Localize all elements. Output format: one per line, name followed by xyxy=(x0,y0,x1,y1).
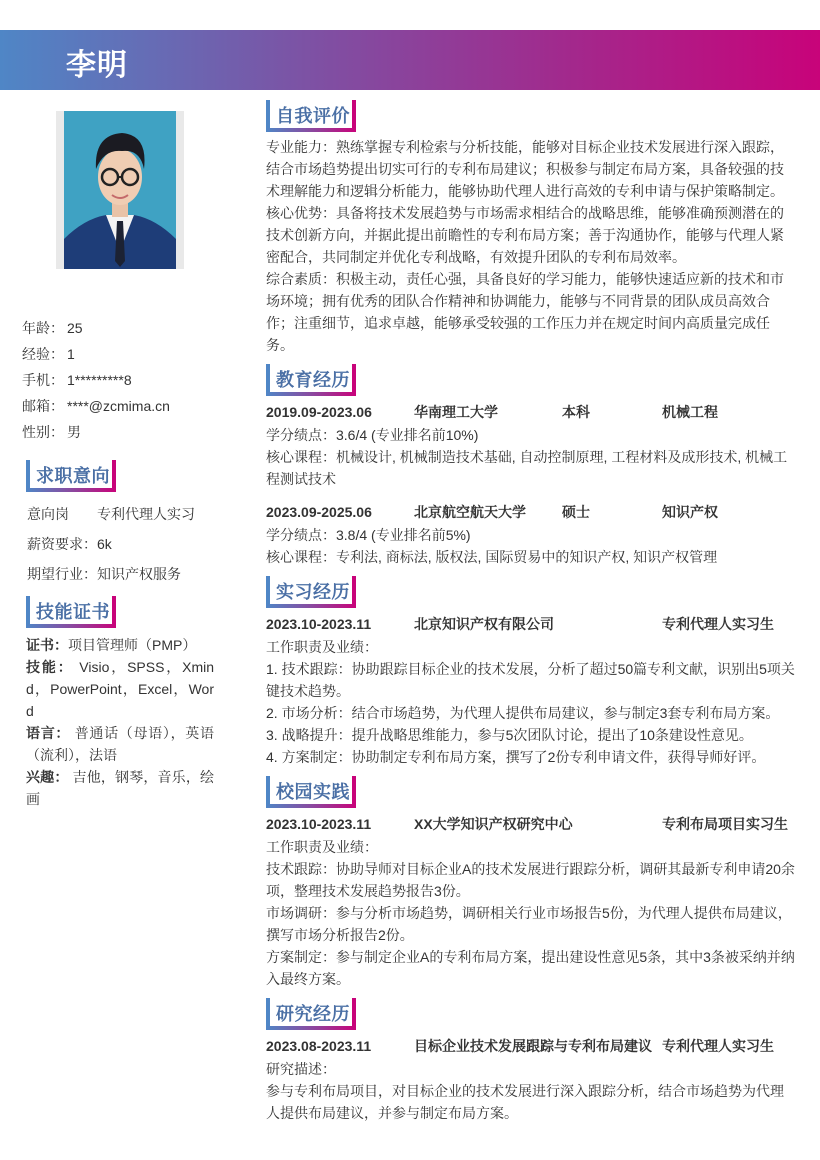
internship-line: 1. 技术跟踪：协助跟踪目标企业的技术发展，分析了超过50篇专利文献，识别出5项关键技术趋势。 xyxy=(266,661,795,699)
skill-languages: 语言： 普通话（母语），英语（流利），法语 xyxy=(26,725,215,763)
skill-certificate: 证书：项目管理师（PMP） xyxy=(26,637,197,653)
skills-section xyxy=(22,596,222,810)
section-title: 求职意向 xyxy=(26,460,116,492)
profile-photo xyxy=(64,111,176,269)
campus-line: 市场调研：参与分析市场趋势，调研相关行业市场报告5份，为代理人提供布局建议，撰写市场分析报告2份。 xyxy=(266,905,792,943)
research-line: 研究描述： xyxy=(266,1061,336,1077)
main-content xyxy=(266,100,796,1124)
intent-industry: 期望行业：知识产权服务 xyxy=(27,566,181,582)
header-banner xyxy=(0,30,820,90)
section-title: 技能证书 xyxy=(26,596,116,628)
info-gender: 性别： 男 xyxy=(22,424,81,440)
self-eval-paragraph: 核心优势：具备将技术发展趋势与市场需求相结合的战略思维，能够准确预测潜在的技术创新方向，并据此提出前瞻性的专利布局方案；善于沟通协作，能够与代理人紧密配合，共同制定并优化专利战略，有效提升团队的专利布局效率。 xyxy=(266,205,784,265)
info-phone: 手机： 1*********8 xyxy=(22,372,132,388)
education-gpa: 学分绩点：3.6/4 (专业排名前10%) xyxy=(266,427,479,443)
candidate-name: 李明 xyxy=(66,49,128,82)
intent-salary: 薪资要求：6k xyxy=(27,536,112,552)
education-courses: 核心课程：专利法, 商标法, 版权法, 国际贸易中的知识产权, 知识产权管理 xyxy=(266,549,718,565)
skill-tools: 技能： Visio，SPSS，Xmind，PowerPoint，Excel，Word xyxy=(26,659,215,719)
internship-line: 4. 方案制定：协助制定专利布局方案，撰写了2份专利申请文件，获得导师好评。 xyxy=(266,749,766,765)
internship-line: 3. 战略提升：提升战略思维能力，参与5次团队讨论，提出了10条建设性意见。 xyxy=(266,727,753,743)
internship-section xyxy=(266,576,796,768)
education-entry-header: 2023.09-2025.06 北京航空航天大学 硕士 知识产权 xyxy=(266,504,718,520)
section-title: 实习经历 xyxy=(266,576,356,608)
internship-header: 2023.10-2023.11 北京知识产权有限公司 专利代理人实习生 xyxy=(266,616,774,632)
research-line: 参与专利布局项目，对目标企业的技术发展进行深入跟踪分析，结合市场趋势为代理人提供布局建议，并参与制定布局方案。 xyxy=(266,1083,784,1121)
person-portrait-icon xyxy=(64,111,176,269)
campus-section xyxy=(266,776,796,990)
self-eval-paragraph: 综合素质：积极主动，责任心强，具备良好的学习能力，能够快速适应新的技术和市场环境；拥有优秀的团队合作精神和协调能力，能够与不同背景的团队成员高效合作；注重细节，追求卓越，能够承受较强的工作压力并在规定时间内高质量完成任务。 xyxy=(266,271,784,353)
info-age: 年龄： 25 xyxy=(22,320,83,336)
campus-header: 2023.10-2023.11 XX大学知识产权研究中心 专利布局项目实习生 xyxy=(266,816,788,832)
basic-info xyxy=(22,318,222,448)
education-courses: 核心课程：机械设计, 机械制造技术基础, 自动控制原理, 工程材料及成形技术, 机械工程测试技术 xyxy=(266,449,788,487)
info-email: 邮箱： ****@zcmima.cn xyxy=(22,398,170,414)
section-title: 校园实践 xyxy=(266,776,356,808)
education-entry-header: 2019.09-2023.06 华南理工大学 本科 机械工程 xyxy=(266,404,718,420)
profile-photo-frame xyxy=(56,111,184,269)
campus-line: 工作职责及业绩： xyxy=(266,839,378,855)
campus-line: 技术跟踪：协助导师对目标企业A的技术发展进行跟踪分析，调研其最新专利申请20余项，整理技术发展趋势报告3份。 xyxy=(266,861,795,899)
education-section xyxy=(266,364,796,568)
intent-position: 意向岗 专利代理人实习 xyxy=(27,506,195,522)
education-gpa: 学分绩点：3.8/4 (专业排名前5%) xyxy=(266,527,471,543)
internship-line: 工作职责及业绩： xyxy=(266,639,378,655)
section-title: 研究经历 xyxy=(266,998,356,1030)
job-intent-section xyxy=(22,460,222,590)
research-header: 2023.08-2023.11 目标企业技术发展跟踪与专利布局建议 专利代理人实习生 xyxy=(266,1038,774,1054)
self-eval-paragraph: 专业能力：熟练掌握专利检索与分析技能，能够对目标企业技术发展进行深入跟踪，结合市场趋势提出切实可行的专利布局建议；积极参与制定布局方案，具备较强的技术理解能力和逻辑分析能力，能够协助代理人进行高效的专利申请与保护策略制定。 xyxy=(266,139,784,199)
research-section xyxy=(266,998,796,1124)
sidebar xyxy=(22,318,222,810)
info-experience: 经验： 1 xyxy=(22,346,75,362)
self-eval-section xyxy=(266,100,796,356)
internship-line: 2. 市场分析：结合市场趋势，为代理人提供布局建议，参与制定3套专利布局方案。 xyxy=(266,705,780,721)
campus-line: 方案制定：参与制定企业A的专利布局方案，提出建设性意见5条，其中3条被采纳并纳入最终方案。 xyxy=(266,949,795,987)
section-title: 教育经历 xyxy=(266,364,356,396)
skill-hobbies: 兴趣： 吉他，钢琴，音乐，绘画 xyxy=(26,769,215,807)
section-title: 自我评价 xyxy=(266,100,356,132)
